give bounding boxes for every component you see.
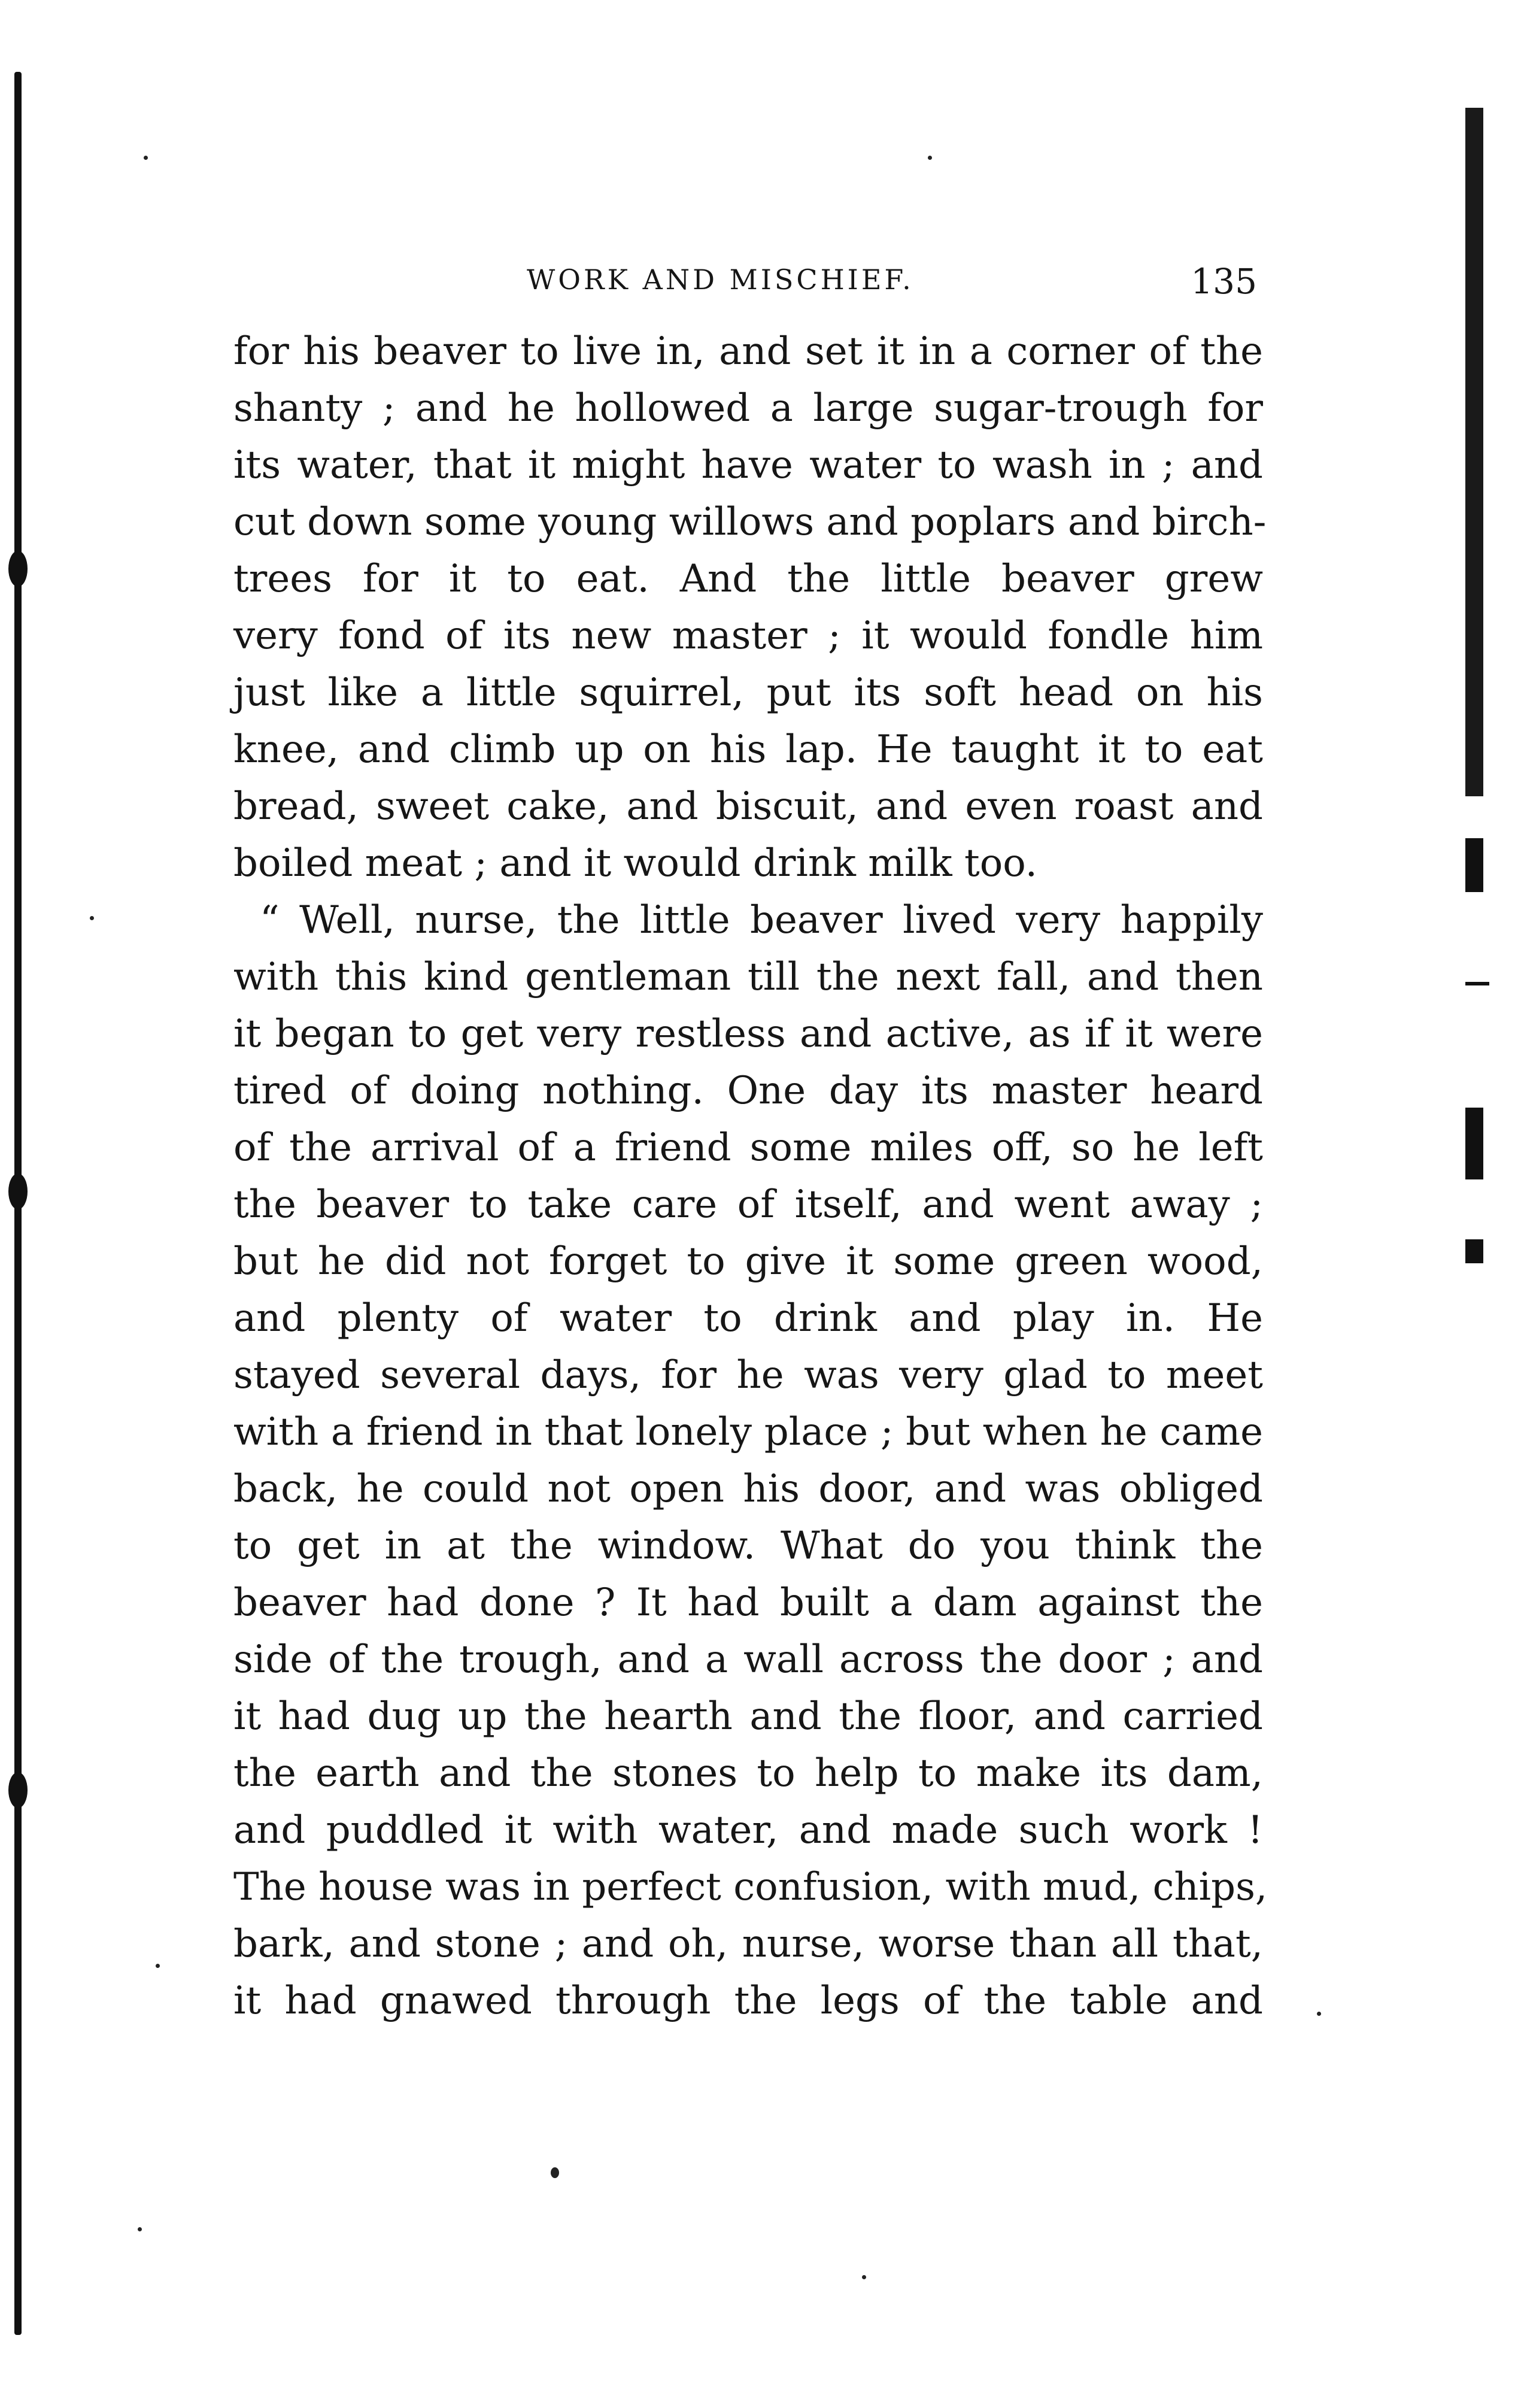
left-edge-mark: [8, 551, 28, 587]
scan-speck: [144, 156, 148, 160]
right-scan-edge: [1465, 108, 1483, 796]
scan-speck: [551, 2167, 559, 2178]
text-line: side of the trough, and a wall across the door ; and: [233, 1637, 1263, 1682]
text-line: very fond of its new master ; it would fondle him: [233, 614, 1263, 658]
text-line: and puddled it with water, and made such work !: [233, 1808, 1263, 1852]
scan-speck: [156, 1964, 160, 1968]
text-line: with this kind gentleman till the next fall, and then: [233, 955, 1263, 999]
scan-speck: [928, 156, 932, 160]
text-line: and plenty of water to drink and play in. He: [233, 1296, 1263, 1341]
right-scan-mark: [1465, 1239, 1483, 1263]
paragraph-start-line: “ Well, nurse, the little beaver lived very happily: [260, 898, 1263, 942]
left-edge-mark: [8, 1772, 28, 1808]
left-edge-mark: [8, 1173, 28, 1209]
text-line: to get in at the window. What do you think the: [233, 1524, 1263, 1568]
text-line: tired of doing nothing. One day its master heard: [233, 1069, 1263, 1113]
text-line: just like a little squirrel, put its soft head on his: [233, 671, 1263, 715]
text-line: trees for it to eat. And the little beaver grew: [233, 557, 1263, 601]
scan-speck: [90, 916, 94, 920]
text-line: bark, and stone ; and oh, nurse, worse than all that,: [233, 1922, 1263, 1966]
text-line: boiled meat ; and it would drink milk too.: [233, 841, 1037, 885]
text-line: stayed several days, for he was very glad to meet: [233, 1353, 1263, 1397]
body-text: [233, 323, 1268, 2030]
right-scan-mark: [1465, 982, 1489, 985]
text-line: its water, that it might have water to wash in ; and: [233, 443, 1263, 487]
text-line: the earth and the stones to help to make its dam,: [233, 1751, 1263, 1796]
text-line: beaver had done ? It had built a dam against the: [233, 1581, 1263, 1625]
page-number: 135: [1191, 261, 1257, 302]
scan-speck: [1317, 2012, 1321, 2016]
text-line: the beaver to take care of itself, and went away ;: [233, 1182, 1263, 1227]
text-line: it had gnawed through the legs of the table and: [233, 1979, 1263, 2023]
text-line: for his beaver to live in, and set it in a corner of the: [233, 329, 1263, 374]
scan-speck: [862, 2275, 866, 2279]
text-line: but he did not forget to give it some green wood,: [233, 1239, 1263, 1284]
text-line: it began to get very restless and active, as if it were: [233, 1012, 1263, 1056]
text-line: knee, and climb up on his lap. He taught it to eat: [233, 727, 1263, 772]
scan-speck: [138, 2227, 142, 2231]
text-line: back, he could not open his door, and was obliged: [233, 1467, 1263, 1511]
running-head: WORK AND MISCHIEF.: [527, 263, 914, 296]
text-line: of the arrival of a friend some miles off, so he left: [233, 1126, 1263, 1170]
text-line: shanty ; and he hollowed a large sugar-trough for: [233, 386, 1263, 430]
right-scan-mark: [1465, 838, 1483, 892]
page-header: [239, 263, 1257, 311]
text-line: The house was in perfect confusion, with mud, chips,: [233, 1865, 1268, 1909]
text-line: it had dug up the hearth and the floor, and carried: [233, 1694, 1263, 1739]
text-line: cut down some young willows and poplars and birch-: [233, 500, 1267, 544]
text-line: bread, sweet cake, and biscuit, and even roast and: [233, 784, 1263, 829]
text-line: with a friend in that lonely place ; but when he came: [233, 1410, 1263, 1454]
right-scan-mark: [1465, 1108, 1483, 1179]
